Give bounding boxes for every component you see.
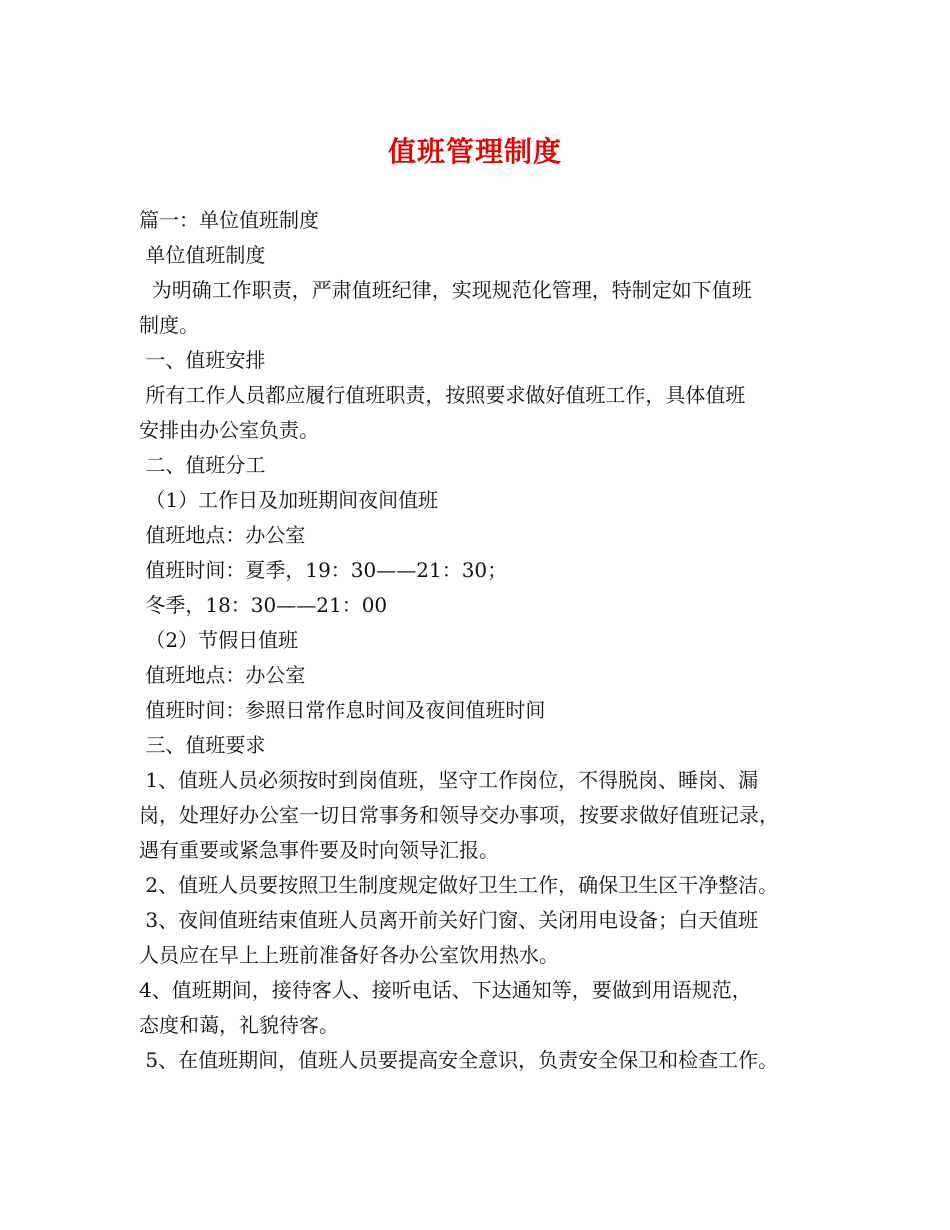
text-line: 遇有重要或紧急事件要及时向领导汇报。 xyxy=(139,838,499,862)
text-line: 所有工作人员都应履行值班职责，按照要求做好值班工作，具体值班 xyxy=(139,383,746,407)
text-line: （1）工作日及加班期间夜间值班 xyxy=(139,488,439,512)
text-line: 值班时间：夏季，19：30——21：30； xyxy=(139,558,508,582)
text-line: 2、值班人员要按照卫生制度规定做好卫生工作，确保卫生区干净整洁。 xyxy=(139,873,779,897)
text-line: 人员应在早上上班前准备好各办公室饮用热水。 xyxy=(139,943,559,967)
text-line: 3、夜间值班结束值班人员离开前关好门窗、关闭用电设备；白天值班 xyxy=(139,908,759,932)
text-line: 冬季，18：30——21：00 xyxy=(139,593,388,617)
text-line: 值班地点：办公室 xyxy=(139,663,306,687)
text-line: 值班地点：办公室 xyxy=(139,523,306,547)
text-line: 为明确工作职责，严肃值班纪律，实现规范化管理，特制定如下值班 xyxy=(139,278,752,302)
text-line: 4、值班期间，接待客人、接听电话、下达通知等，要做到用语规范， xyxy=(139,978,752,1002)
text-line: （2）节假日值班 xyxy=(139,628,299,652)
text-line: 5、在值班期间，值班人员要提高安全意识，负责安全保卫和检查工作。 xyxy=(139,1048,779,1072)
text-line: 三、值班要求 xyxy=(139,733,266,757)
text-line: 值班时间：参照日常作息时间及夜间值班时间 xyxy=(139,698,546,722)
text-line: 1、值班人员必须按时到岗值班，坚守工作岗位，不得脱岗、睡岗、漏 xyxy=(139,768,759,792)
text-line: 安排由办公室负责。 xyxy=(139,418,319,442)
text-line: 岗，处理好办公室一切日常事务和领导交办事项，按要求做好值班记录， xyxy=(139,803,779,827)
text-line: 态度和蔼，礼貌待客。 xyxy=(139,1013,339,1037)
text-line: 篇一：单位值班制度 xyxy=(139,208,319,232)
text-line: 制度。 xyxy=(139,313,199,337)
text-line: 二、值班分工 xyxy=(139,453,266,477)
document-body xyxy=(139,203,839,1078)
text-line: 一、值班安排 xyxy=(139,348,266,372)
text-line: 单位值班制度 xyxy=(139,243,266,267)
document-title: 值班管理制度 xyxy=(387,135,562,168)
